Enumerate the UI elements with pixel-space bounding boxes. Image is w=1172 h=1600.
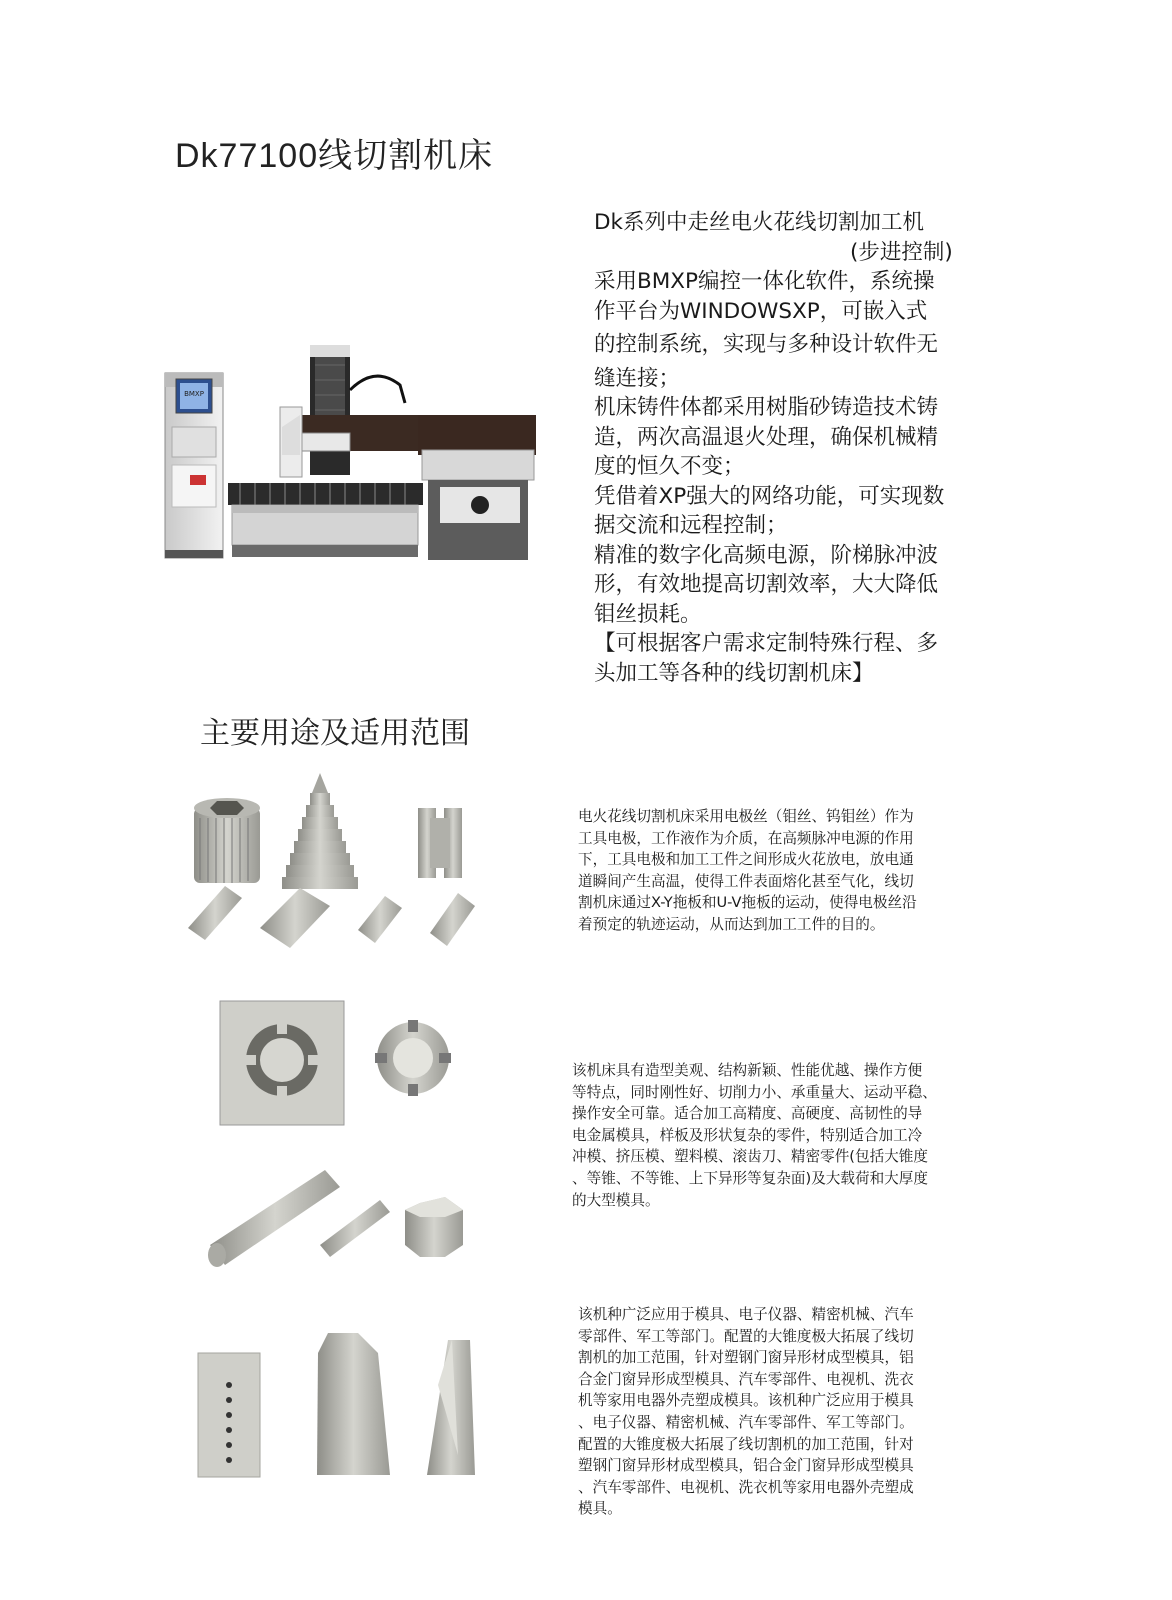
desc-line: 冲模、挤压模、塑料模、滚齿刀、精密零件(包括大锥度 — [572, 1148, 928, 1166]
spec-line: 度的恒久不变； — [594, 454, 745, 479]
desc-line: 着预定的轨迹运动，从而达到加工工件的目的。 — [578, 915, 885, 933]
wire-cut-machine-image — [160, 335, 540, 585]
desc-line: 合金门窗异形成型模具、汽车零部件、电视机、洗衣 — [578, 1370, 914, 1388]
spec-line: 缝连接； — [594, 365, 681, 391]
desc-line: 、等锥、不等锥、上下异形等复杂面)及大载荷和大厚度 — [572, 1169, 928, 1187]
spec-line: 作平台为WINDOWSXP，可嵌入式 — [594, 298, 928, 324]
machined-parts-image-4 — [190, 1325, 500, 1485]
desc-line: 、电子仪器、精密机械、汽车零部件、军工等部门。 — [578, 1413, 914, 1431]
spec-line: 头加工等各种的线切割机床】 — [594, 660, 874, 686]
usage-description-1 — [578, 806, 973, 936]
desc-line: 配置的大锥度极大拓展了线切割机的加工范围，针对 — [578, 1435, 914, 1453]
desc-line: 电火花线切割机床采用电极丝（钼丝、钨钼丝）作为 — [578, 808, 914, 825]
spec-description — [594, 208, 994, 688]
spec-line: 的控制系统，实现与多种设计软件无 — [594, 332, 939, 357]
desc-line: 道瞬间产生高温，使得工件表面熔化甚至气化，线切 — [578, 872, 914, 890]
desc-line: 该机种广泛应用于模具、电子仪器、精密机械、汽车 — [578, 1306, 914, 1323]
desc-line: 、汽车零部件、电视机、洗衣机等家用电器外壳塑成 — [578, 1478, 914, 1496]
desc-line: 模具。 — [578, 1500, 622, 1518]
spec-line: 造，两次高温退火处理，确保机械精 — [594, 424, 939, 450]
page-title: Dk77100线切割机床 — [175, 137, 494, 175]
section-title: 主要用途及适用范围 — [200, 716, 470, 751]
machine-screen-label: BMXP — [184, 390, 204, 398]
desc-line: 割机床通过X-Y拖板和U-V拖板的运动，使得电极丝沿 — [578, 894, 917, 912]
desc-line: 下，工具电极和加工工件之间形成火花放电，放电通 — [578, 851, 914, 869]
spec-line: 据交流和远程控制； — [594, 513, 788, 538]
spec-line: Dk系列中走丝电火花线切割加工机 — [594, 210, 925, 235]
desc-line: 等特点，同时刚性好、切削力小、承重量大、运动平稳、 — [572, 1083, 937, 1101]
spec-line: 钼丝损耗。 — [594, 601, 702, 627]
spec-line: 精准的数字化高频电源，阶梯脉冲波 — [594, 542, 939, 568]
machined-parts-image-3 — [205, 1165, 475, 1275]
desc-line: 该机床具有造型美观、结构新颖、性能优越、操作方便 — [572, 1062, 923, 1079]
spec-line: 凭借着XP强大的网络功能，可实现数 — [594, 483, 945, 509]
desc-line: 机等家用电器外壳塑成模具。该机种广泛应用于模具 — [578, 1392, 914, 1410]
machined-parts-image-2 — [215, 998, 465, 1133]
spec-line: 【可根据客户需求定制特殊行程、多 — [594, 631, 939, 656]
desc-line: 零部件、军工等部门。配置的大锥度极大拓展了线切 — [578, 1327, 914, 1345]
spec-line: 机床铸件体都采用树脂砂铸造技术铸 — [594, 395, 939, 420]
desc-line: 塑钢门窗异形材成型模具，铝合金门窗异形成型模具 — [578, 1457, 914, 1475]
spec-line: 采用BMXP编控一体化软件，系统操 — [594, 269, 935, 294]
desc-line: 工具电极，工作液作为介质，在高频脉冲电源的作用 — [578, 829, 914, 847]
usage-description-2 — [572, 1060, 982, 1211]
spec-line: (步进控制) — [850, 239, 953, 265]
desc-line: 电金属模具，样板及形状复杂的零件，特别适合加工冷 — [572, 1126, 923, 1144]
usage-description-3 — [578, 1304, 973, 1520]
desc-line: 割机的加工范围，针对塑钢门窗异形材成型模具，铝 — [578, 1349, 914, 1367]
machined-parts-image-1 — [180, 768, 500, 968]
desc-line: 的大型模具。 — [572, 1191, 660, 1209]
spec-line: 形，有效地提高切割效率，大大降低 — [594, 572, 939, 597]
desc-line: 操作安全可靠。适合加工高精度、高硬度、高韧性的导 — [572, 1105, 923, 1123]
